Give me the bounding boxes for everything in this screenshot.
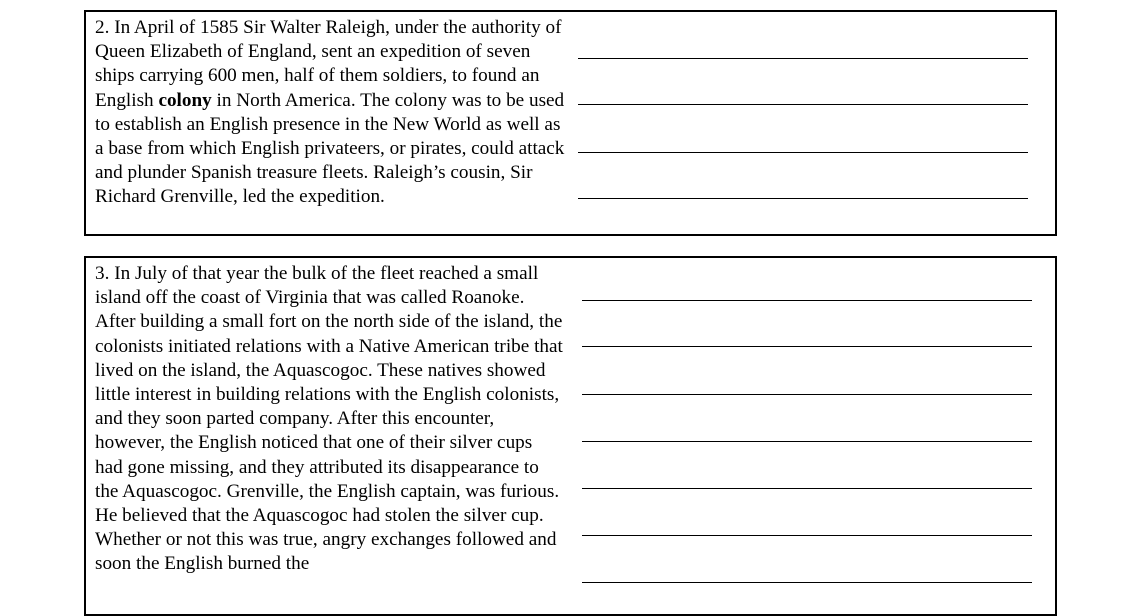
question-3-text: In July of that year the bulk of the fleet reached a small island off the coast of Virginia that was called Roanoke. After building a small fort on the north side of the island, the colonists initiated relations with a Native American tribe that lived on the island, the Aquascogoc. These natives showed little interest in building relations with the English colonists, and they soon parted company. After this encounter, however, the English noticed that one of their silver cups had gone missing, and they attributed its disappearance to the Aquascogoc. Grenville, the English captain, was furious. He believed that the Aquascogoc had stolen the silver cup. Whether or not this was true, angry exchanges followed and soon the English burned the bbox=[95, 263, 563, 575]
question-2-passage bbox=[95, 16, 565, 210]
question-2-text-part-1: In April of 1585 Sir Walter Raleigh, under the authority of Queen Elizabeth of England, sent an expedition of seven ships carrying 600 men, half of them soldiers, to found an English bbox=[95, 17, 562, 111]
question-3-answer-line-1[interactable] bbox=[582, 300, 1032, 301]
question-3-passage bbox=[95, 262, 563, 577]
question-3-answer-line-5[interactable] bbox=[582, 488, 1032, 489]
question-3-answer-line-7[interactable] bbox=[582, 582, 1032, 583]
question-3-box bbox=[84, 256, 1057, 616]
question-2-box bbox=[84, 10, 1057, 236]
question-2-answer-line-1[interactable] bbox=[578, 58, 1028, 59]
question-2-answer-line-4[interactable] bbox=[578, 198, 1028, 199]
question-3-answer-line-4[interactable] bbox=[582, 441, 1032, 442]
question-3-answer-line-3[interactable] bbox=[582, 394, 1032, 395]
question-3-answer-line-2[interactable] bbox=[582, 346, 1032, 347]
question-2-bold-term: colony bbox=[158, 89, 212, 111]
question-2-text-part-3: in North America. The colony was to be used to establish an English presence in the New World as well as a base from which English privateers, or pirates, could attack and plunder Spanish treasure fleets. Raleigh’s cousin, Sir Richard Grenville, led the expedition. bbox=[95, 89, 565, 208]
question-2-answer-line-3[interactable] bbox=[578, 152, 1028, 153]
question-2-number: 2. bbox=[95, 17, 110, 38]
question-3-answer-line-6[interactable] bbox=[582, 535, 1032, 536]
question-2-answer-line-2[interactable] bbox=[578, 104, 1028, 105]
question-3-number: 3. bbox=[95, 263, 110, 284]
